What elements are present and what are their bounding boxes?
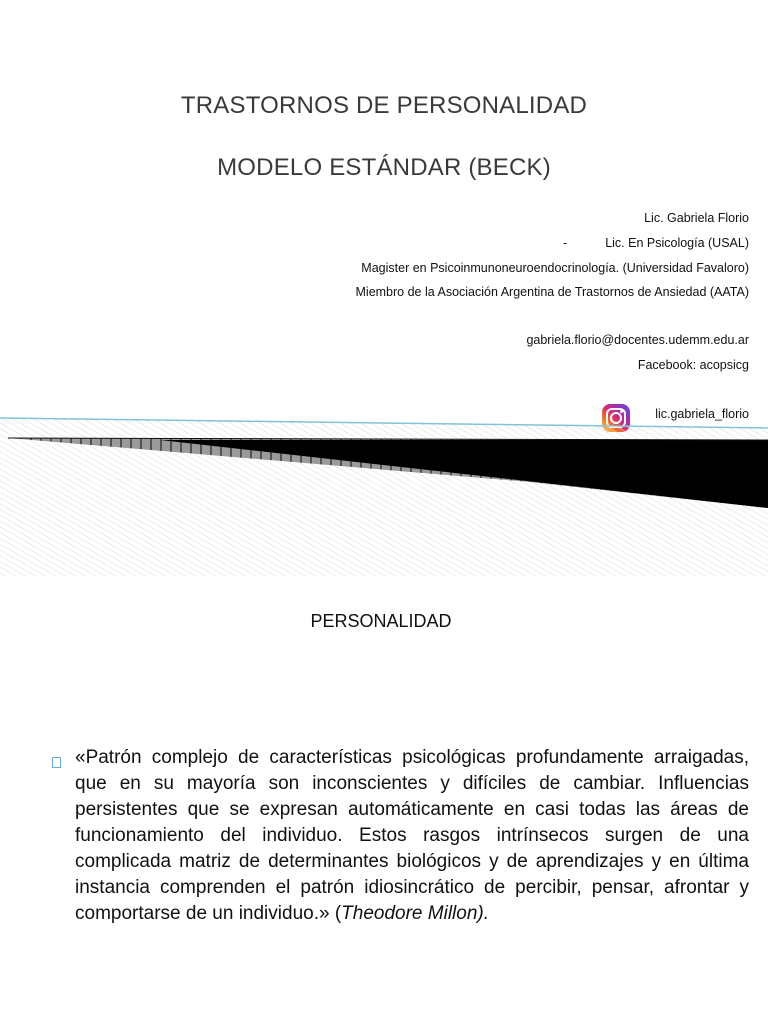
author-facebook: Facebook: acopsicg bbox=[637, 358, 749, 372]
presentation-title: TRASTORNOS DE PERSONALIDAD bbox=[180, 92, 588, 119]
slide-personalidad bbox=[0, 576, 768, 1024]
quote-author: Theodore Millon). bbox=[341, 903, 489, 924]
author-master: Magister en Psicoinmunoneuroendocrinología. (Universidad Favaloro) bbox=[361, 261, 749, 275]
square-bullet-icon bbox=[52, 757, 61, 768]
decorative-band bbox=[0, 400, 768, 576]
author-name: Lic. Gabriela Florio bbox=[644, 211, 749, 225]
quote-text: «Patrón complejo de características psicológicas profundamente arraigadas, que en su mayoría son inconscientes y difíciles de cambiar. Influencias persistentes que se expresan automáticamente en casi todas las áreas de funcionamiento del individuo. Estos rasgos intrínsecos surgen de una complicada matriz de determinantes biológicos y de aprendizajes y en última instancia comprenden el patrón idiosincrático de percibir, pensar, afrontar y comportarse de un individuo.» ( bbox=[75, 747, 749, 924]
author-instagram: lic.gabriela_florio bbox=[655, 407, 749, 421]
degree-dash: - bbox=[563, 236, 568, 250]
presentation-subtitle: MODELO ESTÁNDAR (BECK) bbox=[217, 154, 551, 181]
slide-heading: PERSONALIDAD bbox=[310, 611, 452, 631]
author-email: gabriela.florio@docentes.udemm.edu.ar bbox=[526, 333, 749, 347]
millon-quote bbox=[75, 745, 749, 927]
author-degree: Lic. En Psicología (USAL) bbox=[605, 236, 749, 250]
author-membership: Miembro de la Asociación Argentina de Trastornos de Ansiedad (AATA) bbox=[355, 285, 749, 299]
